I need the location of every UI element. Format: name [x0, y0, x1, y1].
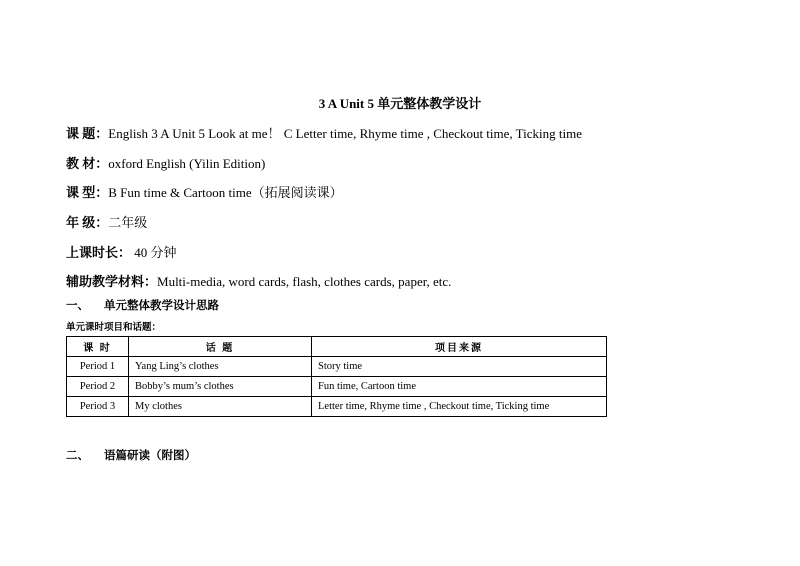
cell-period: Period 3	[67, 397, 129, 417]
field-grade-label: 年 级：	[66, 215, 109, 230]
section-title: 语篇研读（附图）	[104, 450, 196, 462]
field-textbook-label: 教 材：	[66, 156, 109, 171]
document-title: 3 A Unit 5 单元整体教学设计	[318, 96, 482, 111]
field-duration	[66, 242, 177, 261]
table-header-row	[67, 337, 607, 357]
field-grade	[66, 212, 147, 231]
field-topic-label: 课 题：	[66, 126, 109, 141]
cell-source: Story time	[312, 357, 607, 377]
section-heading-text-study	[66, 447, 196, 463]
header-source: 项目来源	[312, 337, 607, 357]
field-topic-value: English 3 A Unit 5 Look at me！ C Letter time, Rhyme time , Checkout time, Ticking time	[108, 126, 583, 141]
field-lesson-type-value: B Fun time & Cartoon time（拓展阅读课）	[108, 185, 343, 200]
field-duration-label: 上课时长：	[66, 245, 132, 260]
field-textbook	[66, 153, 265, 172]
header-period: 课 时	[67, 337, 129, 357]
field-materials	[66, 271, 451, 290]
field-materials-value: Multi-media, word cards, flash, clothes cards, paper, etc.	[157, 274, 452, 289]
table-row	[67, 357, 607, 377]
section-number: 二、	[66, 450, 89, 462]
section-number: 一、	[66, 300, 89, 312]
field-duration-value: 40 分钟	[131, 245, 177, 260]
section-title: 单元整体教学设计思路	[104, 300, 219, 312]
table-row	[67, 377, 607, 397]
cell-source: Fun time, Cartoon time	[312, 377, 607, 397]
cell-topic: Yang Ling’s clothes	[129, 357, 312, 377]
cell-topic: Bobby’s mum’s clothes	[129, 377, 312, 397]
header-topic: 话 题	[129, 337, 312, 357]
periods-table	[66, 336, 607, 417]
cell-period: Period 2	[67, 377, 129, 397]
field-lesson-type	[66, 182, 343, 201]
field-materials-label: 辅助教学材料：	[66, 274, 158, 289]
cell-topic: My clothes	[129, 397, 312, 417]
cell-period: Period 1	[67, 357, 129, 377]
field-textbook-value: oxford English (Yilin Edition)	[108, 156, 266, 171]
cell-source: Letter time, Rhyme time , Checkout time, Ticking time	[312, 397, 607, 417]
table-row	[67, 397, 607, 417]
field-grade-value: 二年级	[108, 215, 148, 230]
field-topic	[66, 123, 582, 142]
table-caption: 单元课时项目和话题：	[66, 323, 162, 333]
field-lesson-type-label: 课 型：	[66, 185, 109, 200]
section-heading-design	[66, 297, 219, 313]
